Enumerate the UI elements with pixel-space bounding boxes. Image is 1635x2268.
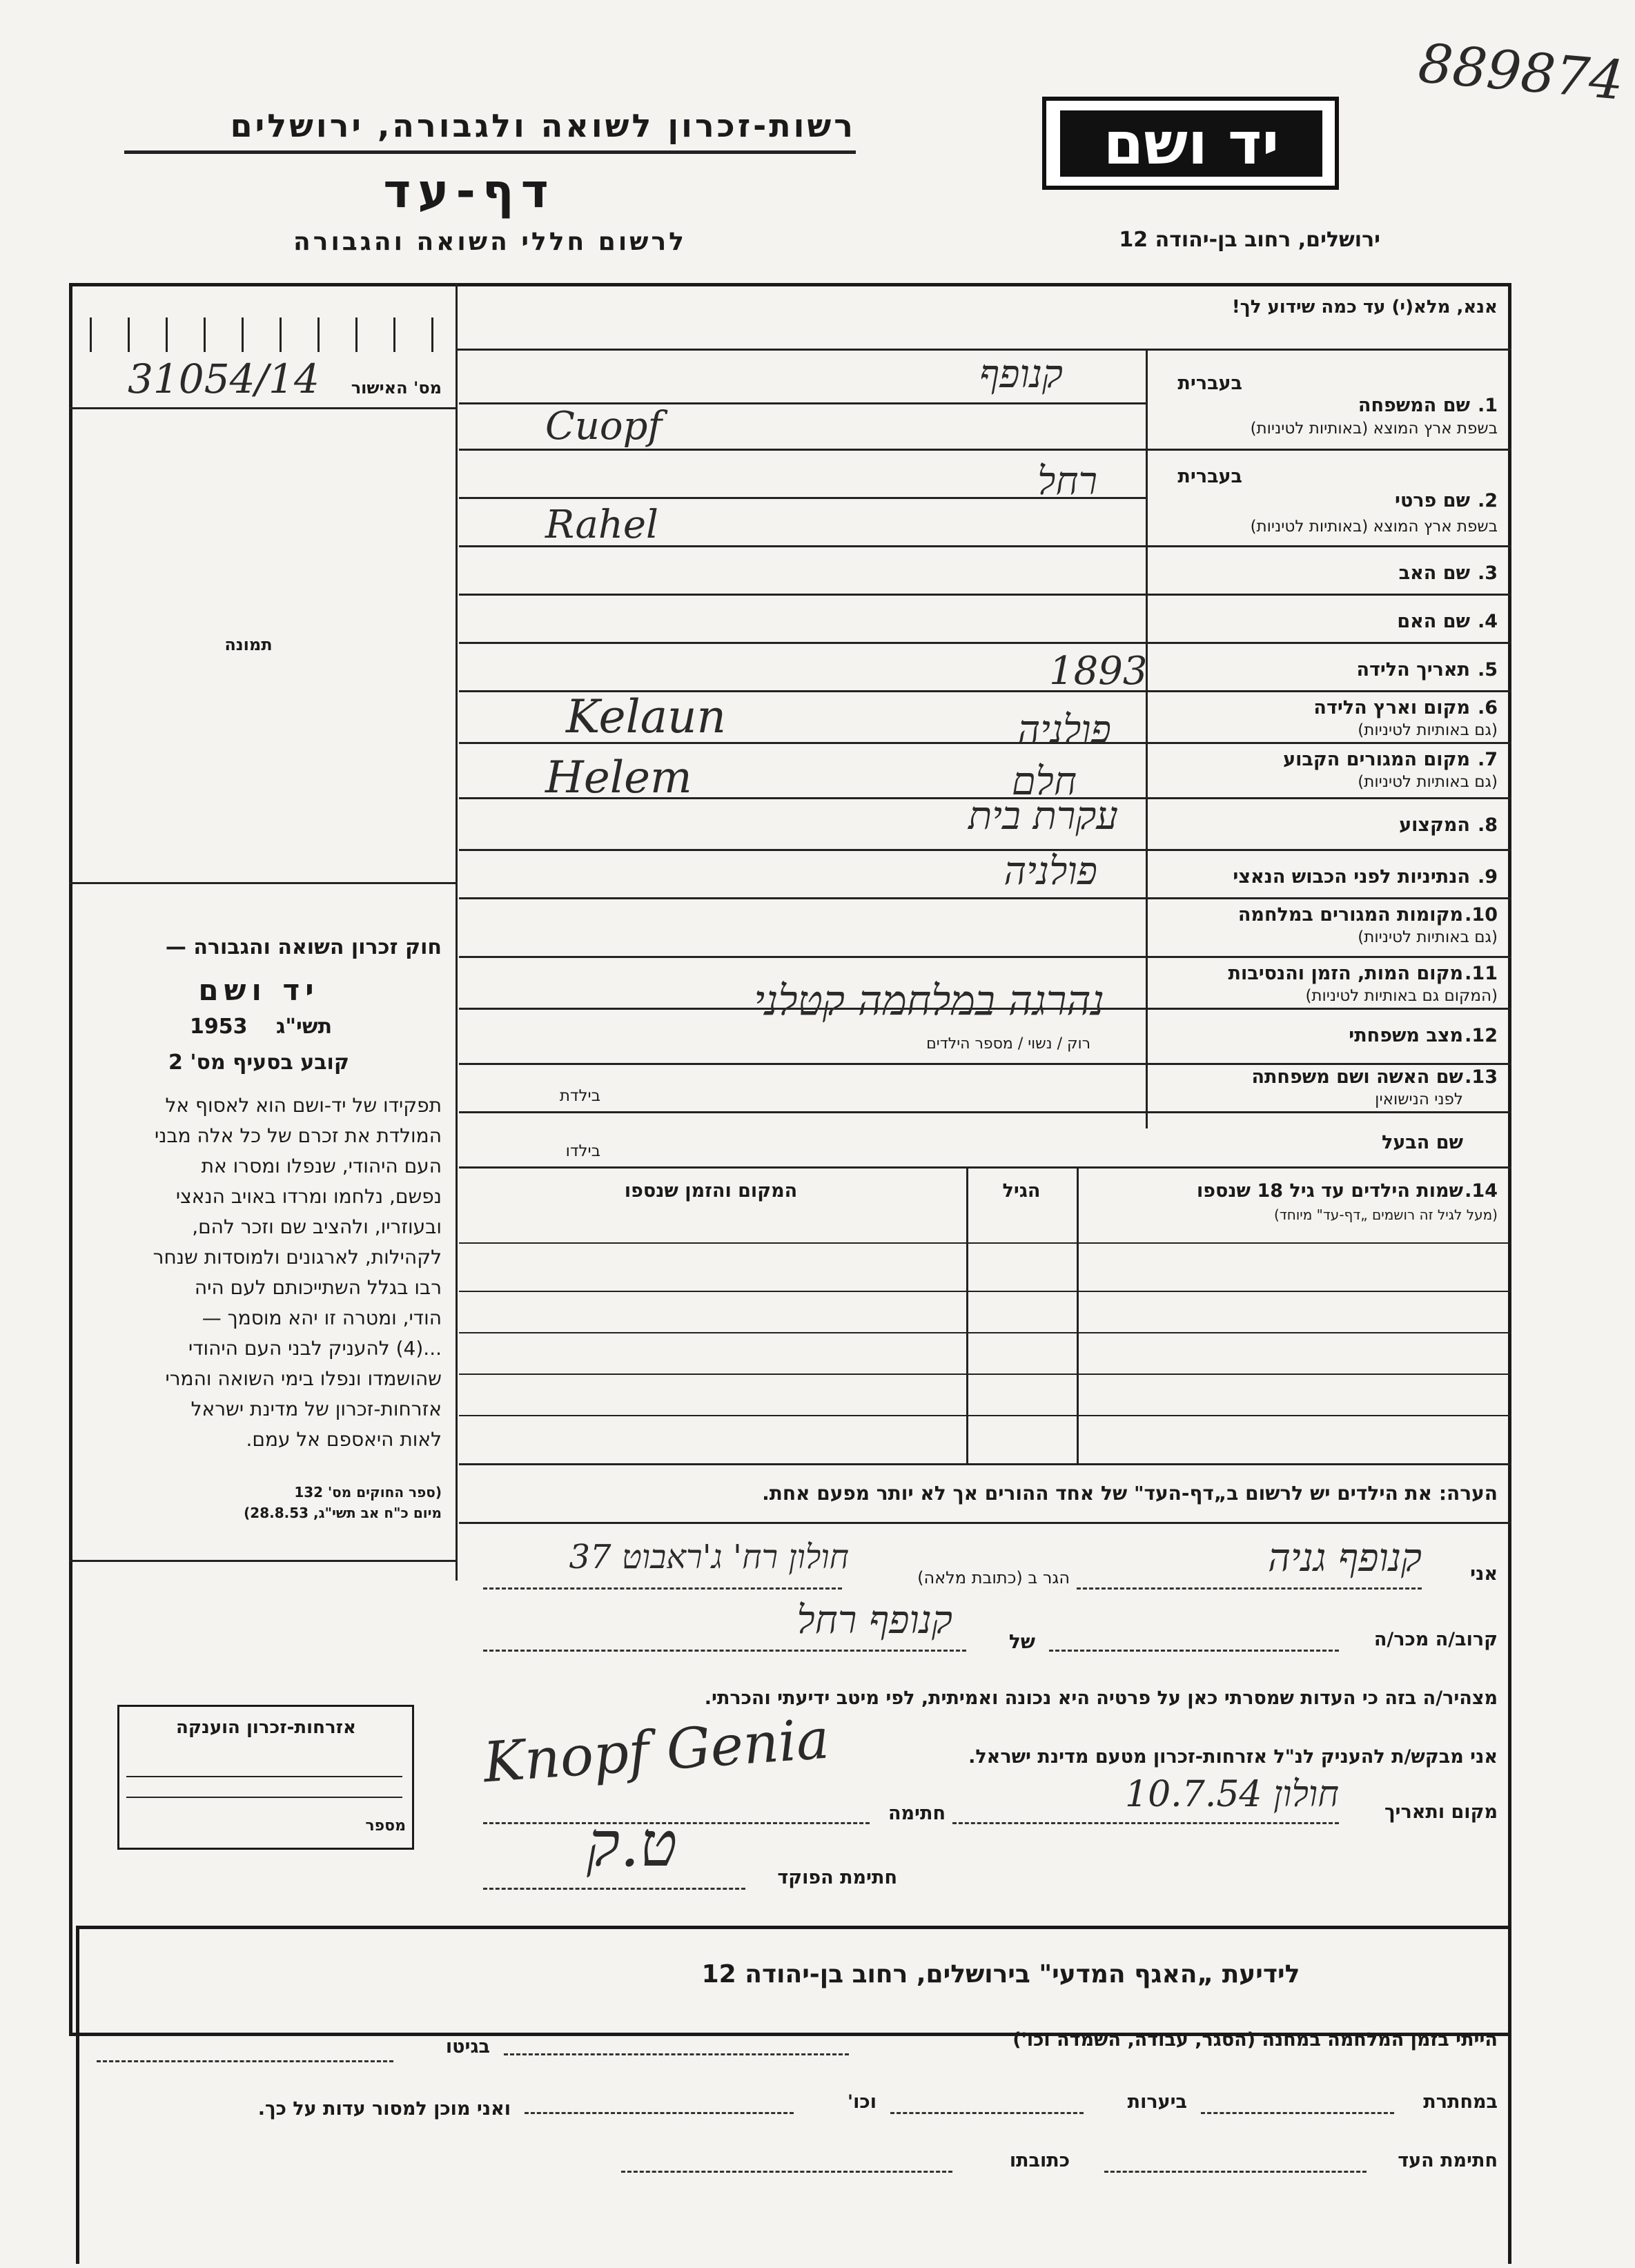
children-number: 14. [1465,1180,1498,1202]
photo-bottom-line [69,882,456,884]
declarant-name: קנופף גניה [1268,1536,1422,1581]
law-line: ובעוזריו, ולהציב שם וזכר להם, [192,1215,442,1238]
officer-label: חתימת הפוקד [777,1867,897,1888]
bottom-ghetto-line [97,2060,393,2062]
officer-signature: ט.ק [587,1808,678,1881]
field-2-lang-hebrew: בעברית [1177,466,1242,487]
bottom-camp-label: הייתי בזמן המלחמה במחנה (הסגר, עבודה, השמדה וכו') [1012,2029,1498,2051]
field-8-value: עקרת בית [968,794,1118,839]
top-instruction: אנא, מלא(י) עד כמה שידוע לך! [1231,297,1498,317]
field-7-label: מקום המגורים הקבוע [1283,749,1470,770]
children-row-line [459,1332,1511,1333]
bottom-forests-label: ביערות [1127,2091,1187,2113]
field-7-value-latin: Helem [545,752,692,803]
field-3-number: 3. [1477,563,1498,584]
field-4-label: שם האם [1397,611,1470,632]
children-row-line [459,1415,1511,1416]
field-10-number: 10. [1465,904,1498,926]
field-6-value-hebrew: פולניה [1017,707,1111,752]
field-2-value-latin: Rahel [545,502,658,547]
field-10-note: (גם באותיות לטיניות) [1358,928,1498,946]
field-11-value: נהרגה במלחמה קטלני [754,977,1104,1025]
field-12-label: מצב משפחתי [1349,1025,1463,1046]
law-body [76,1091,442,1455]
officer-line [483,1888,745,1890]
field-2-value-hebrew: רחל [1037,459,1097,504]
request-text: אני מבקש/ת להעניק לנ"ל אזרחות-זכרון מטעם מדינת ישראל. [968,1746,1498,1768]
logo-text: יד ושם [1060,110,1322,177]
field-1-lang-latin: בשפת ארץ המוצא (באותיות לטיניות) [1250,420,1498,438]
entry-line [459,1166,1511,1169]
field-12-note: רוק / נשוי / מספר הילדים [926,1035,1090,1053]
bottom-etc-line [525,2112,794,2114]
field-1-lang-hebrew: בעברית [1177,373,1242,394]
bottom-address-label: כתובתו [1009,2150,1070,2171]
yad-vashem-logo [1042,97,1339,190]
place-date-label: מקום ותאריך [1384,1801,1498,1823]
law-line: נפשם, נלחמו ומרדו באויב הנאצי [175,1185,442,1208]
entry-line [459,897,1511,899]
children-col-divider [966,1166,968,1463]
husband-born-label: בילדו [565,1142,600,1160]
citizenship-title: אזרחות-זכרון הוענקה [176,1717,356,1738]
field-6-number: 6. [1477,697,1498,718]
field-4-number: 4. [1477,611,1498,632]
law-line: רבו בגלל השתייכותם לעם היה [194,1276,442,1299]
law-name: יד ושם [198,973,320,1007]
field-1-value-hebrew: קנופף [979,352,1063,397]
institution-title: רשות-זכרון לשואה ולגבורה, ירושלים [230,107,856,144]
citizenship-box [117,1705,414,1850]
bottom-underground-label: במחתרת [1423,2091,1498,2113]
law-title: חוק זכרון השואה והגבורה — [165,935,442,959]
law-year-hebrew: תשי"ג [276,1015,333,1039]
field-9-label: הנתיניות לפני הכבוש הנאצי [1233,866,1470,888]
field-12-number: 12. [1465,1025,1498,1046]
field-5-label: תאריך הלידה [1356,659,1470,681]
bottom-etc-label: וכו' [847,2091,877,2113]
law-line: לקהילות, לארגונים ולמוסדות שנחר [153,1246,442,1269]
remark-text: הערה: את הילדים יש לרשום ב„דף-העד" של אחד ההורים אך לא יותר מפעם אחת. [762,1482,1498,1505]
bottom-forests-line [890,2112,1084,2114]
field-8-number: 8. [1477,814,1498,836]
field-2-label: שם פרטי [1395,490,1470,511]
signature-value: Knopf Genia [481,1706,832,1795]
bottom-testimony-label: ואני מוכן למסור עדות על כך. [257,2098,511,2120]
field-7-note: (גם באותיות לטיניות) [1358,773,1498,791]
field-9-number: 9. [1477,866,1498,888]
relation-line [1049,1650,1339,1652]
declarant-ani: אני [1470,1563,1498,1585]
place-date-line [952,1822,1339,1824]
field-13-number: 13. [1465,1066,1498,1088]
field-7-number: 7. [1477,749,1498,770]
law-line: הודי, ומטרה זו יהא מוסמך — [202,1307,442,1329]
citizenship-number-label: מספר [365,1817,406,1835]
registration-ticks [90,317,442,352]
children-row-line [459,1463,1511,1465]
signature-label: חתימה [888,1803,946,1824]
field-13-born-label: בילדת [559,1087,600,1105]
entry-line [459,642,1511,644]
registration-value: 31054/14 [128,355,320,402]
instruction-divider [456,349,1511,351]
law-line: תפקידו של יד-ושם הוא לאסוף אל [165,1094,442,1117]
field-9-value: פולניה [1003,849,1097,894]
field-6-label: מקום וארץ הלידה [1313,697,1470,718]
declarant-resides-label: הגר ב (כתובת מלאה) [917,1568,1070,1587]
relation-of: של [1008,1630,1035,1653]
registration-label: מס' האישור [351,378,442,398]
field-10-label: מקומות המגורים במלחמה [1237,904,1463,926]
children-place-header: המקום והזמן שנספו [624,1180,798,1202]
form-subtitle: לרשום חללי השואה והגבורה [293,228,687,256]
law-line: העם היהודי, שנפלו ומסרו את [201,1155,442,1177]
law-line: ...(4) להעניק לבני העם היהודי [188,1337,442,1360]
entry-line [459,449,1511,451]
law-line: אזרחות-זכרון של מדינת ישראל [190,1398,442,1420]
field-2-lang-latin: בשפת ארץ המוצא (באותיות לטיניות) [1250,518,1498,536]
institution-underline [124,150,856,154]
law-line: לאות היאספם אל עמם. [246,1428,442,1451]
field-11-number: 11. [1465,963,1498,984]
law-year-row [76,1015,442,1042]
field-11-label: מקום המות, הזמן והנסיבות [1228,963,1463,984]
field-3-label: שם האב [1398,563,1470,584]
law-bottom-line [69,1560,456,1562]
photo-label: תמונה [224,635,273,654]
form-title: דף-עד [383,164,556,219]
bottom-witness-sig-line [1104,2171,1367,2173]
left-column-border [456,283,458,1581]
entry-line [459,956,1511,958]
law-section: קובע בסעיף מס' 2 [168,1050,349,1075]
law-year: 1953 [190,1015,248,1039]
label-column-border [1146,349,1148,1128]
children-row-line [459,1242,1511,1244]
remark-line [459,1522,1511,1524]
field-8-label: המקצוע [1399,814,1470,836]
bottom-ghetto-label: בגיטו [445,2036,490,2057]
children-row-line [459,1373,1511,1375]
children-col-divider [1077,1166,1079,1463]
law-line: המולדת את זכרם של כל אלה מבני [154,1124,442,1147]
field-7-value-hebrew: חלם [1011,759,1077,804]
husband-label: שם הבעל [1381,1132,1463,1153]
law-footnote-2: מיום כ"ח אב תשי"ג, 28.8.53) [244,1505,442,1521]
relative-name: קנופף רחל [796,1598,952,1643]
field-2-number: 2. [1477,490,1498,511]
field-6-value-latin: Kelaun [566,690,727,743]
field-1-label: שם המשפחה [1358,395,1470,416]
law-footnote-1: (ספר החוקים מס' 132 [294,1484,442,1500]
declarant-name-line [1077,1587,1422,1590]
law-line: שהושמדו ונפלו בימי השואה והמרי [165,1367,442,1390]
bottom-camp-line [504,2053,849,2055]
declarant-address-line [483,1587,842,1590]
header-address: ירושלים, רחוב בן-יהודה 12 [1119,228,1380,252]
bottom-underground-line [1201,2112,1394,2114]
field-13-note: לפני הנישואין [1375,1091,1463,1108]
bottom-title: לידיעת „האגף המדעי" בירושלים, רחוב בן-יהודה 12 [701,1960,1300,1988]
field-5-value: 1893 [1049,649,1148,694]
entry-line [459,1063,1511,1065]
field-5-number: 5. [1477,659,1498,681]
place-date-value: חולון 10.7.54 [1125,1774,1339,1815]
declaration-text: מצהיר/ה בזה כי העדות שמסרתי כאן על פרטיה היא נכונה ואמיתית, לפי מיטב ידיעתי והכרתי. [704,1688,1498,1709]
field-1-number: 1. [1477,395,1498,416]
field-13-label: שם האשה ושם משפחתה [1251,1066,1463,1088]
relation-label: קרוב/ה מכר/ה [1373,1629,1498,1650]
children-label: שמות הילדים עד גיל 18 שנספו [1196,1180,1463,1202]
field-6-note: (גם באותיות לטיניות) [1358,721,1498,739]
relative-line [483,1650,966,1652]
field-11-note: (המקום גם באותיות לטיניות) [1305,987,1498,1005]
declarant-address: חולון רח' ג'ראבוט 37 [569,1538,849,1576]
bottom-witness-sig-label: חתימת העד [1398,2150,1498,2171]
entry-line [459,1111,1511,1113]
entry-line [459,594,1511,596]
field-1-value-latin: Cuopf [545,404,663,449]
stamp-number: 889874 [1416,32,1627,113]
children-row-line [459,1291,1511,1292]
children-note: (מעל לגיל זה רושמים „דף-עד" מיוחד) [1274,1206,1498,1223]
bottom-address-line [621,2171,952,2173]
children-age-header: הגיל [1002,1180,1041,1202]
registration-line [69,407,456,409]
